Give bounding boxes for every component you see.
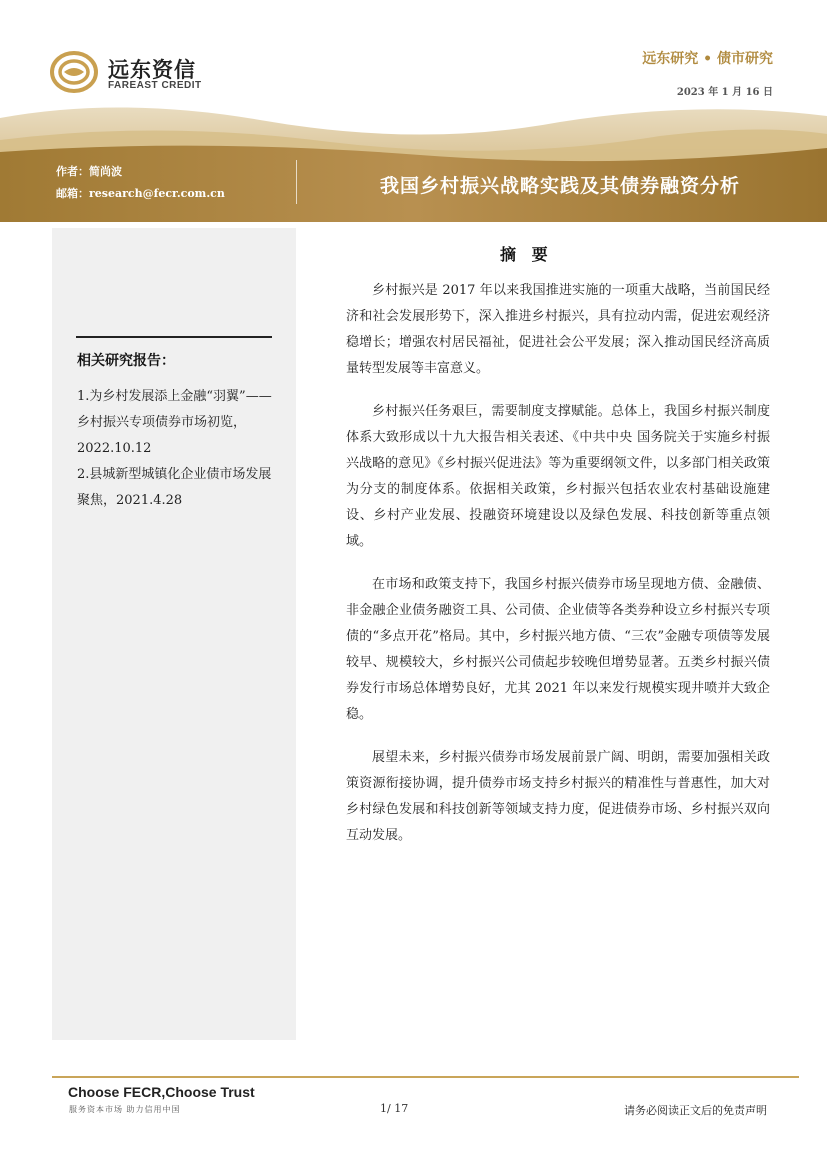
logo-english-name: FAREAST CREDIT (108, 80, 202, 91)
footer-slogan: Choose FECR,Choose Trust (68, 1084, 255, 1100)
report-title: 我国乡村振兴战略实践及其债券融资分析 (379, 175, 740, 197)
abstract-heading: 摘 要 (500, 245, 553, 264)
footer-rule (52, 1076, 799, 1078)
related-report-item[interactable]: 2.县城新型城镇化企业债市场发展聚焦，2021.4.28 (77, 467, 272, 508)
logo-chinese-name: 远东资信 (108, 58, 196, 82)
report-date: 2023 年 1 月 16 日 (676, 87, 773, 98)
fareast-credit-logo-icon (50, 50, 98, 94)
abstract-paragraph: 乡村振兴是 2017 年以来我国推进实施的一项重大战略，当前国民经济和社会发展形势下，深入推进乡村振兴，具有拉动内需，促进宏观经济稳增长；增强农村居民福祉，促进社会公平发展；深入推动国民经济高质量转型发展等丰富意义。 (346, 283, 770, 376)
email-line: 邮箱：research@fecr.com.cn (56, 187, 225, 200)
related-reports-sidebar (52, 228, 296, 1040)
abstract-paragraph: 在市场和政策支持下，我国乡村振兴债券市场呈现地方债、金融债、非金融企业债务融资工具、公司债、企业债等各类券种设立乡村振兴专项债的“多点开花”格局。其中，乡村振兴地方债、“三农”金融专项债等发展较早、规模较大，乡村振兴公司债起步较晚但增势显著。五类乡村振兴债券发行市场总体增势良好，尤其 2021 年以来发行规模实现井喷并大致企稳。 (346, 577, 770, 722)
related-report-item[interactable]: 1.为乡村发展添上金融“羽翼”——乡村振兴专项债券市场初览，2022.10.12 (77, 389, 272, 456)
disclaimer-note: 请务必阅读正文后的免责声明 (624, 1104, 767, 1117)
sidebar-heading: 相关研究报告： (77, 353, 175, 369)
report-series: 远东研究 • 债市研究 (642, 51, 773, 67)
author-line: 作者：简尚波 (56, 165, 122, 178)
page-number: 1/ 17 (380, 1102, 409, 1115)
header-divider (296, 160, 297, 204)
footer-subslogan: 服务资本市场 助力信用中国 (69, 1105, 181, 1114)
header-banner (0, 100, 827, 222)
sidebar-rule (76, 336, 272, 338)
abstract-paragraph: 展望未来，乡村振兴债券市场发展前景广阔、明朗，需要加强相关政策资源衔接协调，提升债券市场支持乡村振兴的精准性与普惠性，加大对乡村绿色发展和科技创新等领域支持力度，促进债券市场、乡村振兴双向互动发展。 (346, 750, 770, 843)
abstract-body (346, 278, 770, 866)
related-report-list (77, 384, 277, 514)
abstract-paragraph: 乡村振兴任务艰巨，需要制度支撑赋能。总体上，我国乡村振兴制度体系大致形成以十九大报告相关表述、《中共中央 国务院关于实施乡村振兴战略的意见》《乡村振兴促进法》等为重要纲领文件，以多部门相关政策为分支的制度体系。依据相关政策，乡村振兴包括农业农村基础设施建设、乡村产业发展、投融资环境建设以及绿色发展、科技创新等重点领域。 (346, 404, 770, 549)
